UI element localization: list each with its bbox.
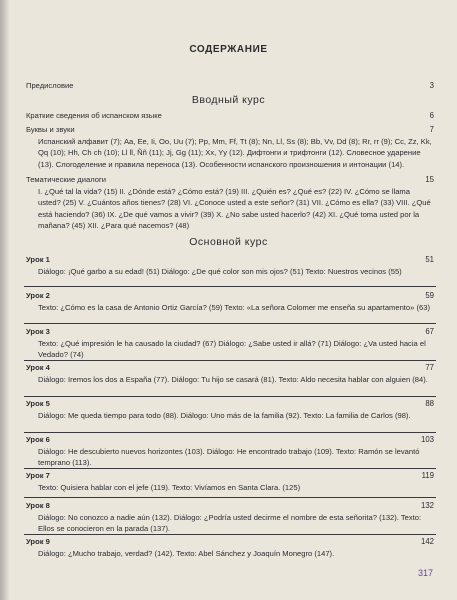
page-number: 7 [429, 125, 434, 134]
toc-entry-lesson-5 [26, 398, 434, 421]
toc-entry-dialogues [26, 174, 434, 232]
toc-entry-lesson-8 [26, 500, 434, 535]
toc-entry-lesson-2 [26, 290, 434, 313]
lesson-contents: Diálogo: He descubierto nuevos horizontes (103). Diálogo: He encontrado trabajo (109). Texto: Ramón se levantó temprano (113). [38, 446, 420, 468]
toc-entry-lesson-3 [26, 326, 434, 361]
page-number: 88 [425, 399, 434, 408]
section-heading-main: Основной курс [189, 236, 268, 248]
lesson-label: Урок 7 [26, 471, 50, 480]
entry-title: Краткие сведения об испанском языке [26, 111, 162, 120]
entry-title: Предисловие [26, 81, 74, 90]
page-number: 77 [425, 363, 434, 372]
page-number: 6 [429, 111, 434, 120]
toc-entry-spanish-facts [26, 110, 434, 122]
page-number: 67 [425, 327, 434, 336]
page-number: 132 [420, 501, 434, 510]
entry-title: Буквы и звуки [26, 125, 75, 134]
lesson-label: Урок 4 [26, 363, 50, 372]
lesson-contents: Texto: Quisiera hablar con el jefe (119). Texto: Vivíamos en Santa Clara. (125) [38, 482, 301, 492]
folio-page-number: 317 [417, 568, 433, 578]
divider [24, 497, 436, 498]
divider [24, 323, 436, 324]
toc-entry-letters-sounds [26, 124, 434, 170]
page-number: 3 [429, 81, 434, 90]
page-number: 103 [420, 435, 434, 444]
lesson-label: Урок 5 [26, 399, 50, 408]
lesson-label: Урок 2 [26, 291, 50, 300]
toc-entry-lesson-1 [26, 254, 434, 277]
section-heading-intro: Вводный курс [191, 94, 266, 106]
lesson-contents: Diálogo: Iremos los dos a España (77). Diálogo: Tu hijo se casará (81). Texto: Aldo necesita hablar con alguien (84). [38, 374, 428, 384]
lesson-label: Урок 1 [26, 255, 50, 264]
divider [24, 286, 436, 287]
entry-title: Тематические диалоги [26, 175, 106, 184]
page-title: СОДЕРЖАНИЕ [189, 44, 268, 55]
lesson-label: Урок 6 [26, 435, 50, 444]
lesson-label: Урок 3 [26, 327, 50, 336]
page-number: 142 [420, 537, 434, 546]
divider [24, 396, 436, 397]
binding-shadow [0, 0, 10, 600]
lesson-contents: Diálogo: Me queda tiempo para todo (88). Diálogo: Uno más de la familia (92). Texto: La familia de Carlos (98). [38, 410, 411, 420]
divider [24, 468, 436, 469]
lesson-label: Урок 9 [26, 537, 50, 546]
divider [24, 432, 436, 433]
lesson-contents: Diálogo: No conozco a nadie aún (132). Diálogo: ¿Podría usted decirme el nombre de esta señorita? (132). Texto: Ellos se conocieron en la parada (137). [38, 512, 422, 534]
page-number: 15 [425, 175, 434, 184]
divider [24, 360, 436, 361]
page-number: 51 [425, 255, 434, 264]
lesson-contents: Diálogo: ¿Mucho trabajo, verdad? (142). Texto: Abel Sánchez y Joaquín Monegro (147). [38, 548, 335, 558]
page-number: 59 [425, 291, 434, 300]
entry-body: Испанский алфавит (7); Aa, Ee, Ii, Oo, Uu (7); Pp, Mm, Ff, Tt (8); Nn, Ll, Ss (8); Bb, Vv, Dd (8); Rr, rr (9); Cc, Zz, Kk, Qq (10); Hh, Ch ch (10); Ll ll, Ññ (11); Jj, Gg (11); Xx, Yy (12). Дифтонги и трифтонги (12). Словесное ударение (13). Слогоделение и правила переноса (13). Особенности испанского произношения и интонации (14). [38, 136, 432, 169]
divider [24, 534, 436, 535]
lesson-label: Урок 8 [26, 501, 50, 510]
toc-entry-lesson-9 [26, 536, 434, 559]
lesson-contents: Texto: ¿Cómo es la casa de Antonio Ortiz García? (59) Texto: «La señora Colomer me enseña su apartamento» (63) [38, 302, 430, 312]
lesson-contents: Texto: ¿Qué impresión le ha causado la ciudad? (67) Diálogo: ¿Sabe usted ir allá? (71) Diálogo: ¿Va usted hacia el Vedado? (74) [38, 338, 426, 360]
toc-entry-preface [26, 80, 434, 92]
toc-entry-lesson-7 [26, 470, 434, 493]
page-number: 119 [421, 471, 434, 480]
entry-body: I. ¿Qué tal la vida? (15) II. ¿Dónde está? ¿Cómo está? (19) III. ¿Quién es? ¿Qué es? (22) IV. ¿Cómo se llama usted? (25) V. ¿Cuántos años tienes? (28) VI. ¿Conoce usted a este señor? (31) VII. ¿Cómo es ella? (33) VIII. ¿Qué está haciendo? (36) IX. ¿De qué vamos a vivir? (39) X. ¿No sabe usted hacerlo? (42) XI. ¿Qué toma usted por la mañana? (45) XII. ¿Para qué nacemos? (48) [38, 186, 431, 231]
toc-entry-lesson-6 [26, 434, 434, 469]
toc-entry-lesson-4 [26, 362, 434, 385]
lesson-contents: Diálogo: ¡Qué garbo a su edad! (51) Diálogo: ¿De qué color son mis ojos? (51) Texto: Nuestros vecinos (55) [38, 266, 402, 276]
